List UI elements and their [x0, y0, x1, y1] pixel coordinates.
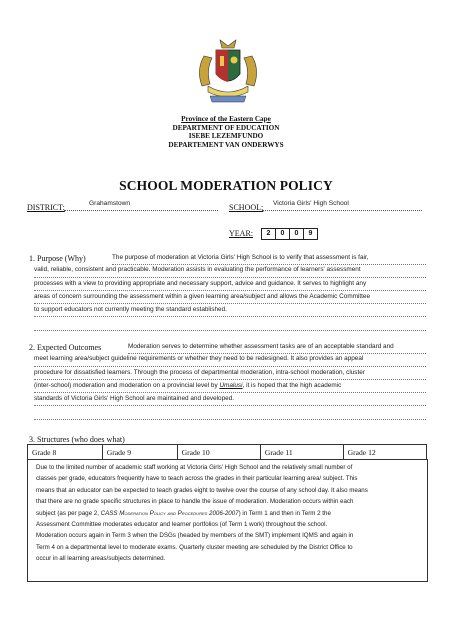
text-line: (inter-school) moderation and moderation on a provincial level by Umalusi, it is hoped that the high academic — [34, 380, 426, 393]
text-line: to support educators not currently meeting the standard established. — [34, 304, 426, 317]
text-line: classes per grade, educators frequently have to teach across the grades in their particular learning area/ subject. This — [36, 475, 358, 483]
year-digit: 9 — [308, 230, 313, 237]
school-label: SCHOOL: — [229, 203, 264, 212]
text-line — [34, 406, 426, 419]
text-line: Moderation serves to determine whether assessment tasks are of an acceptable standard and — [128, 341, 426, 354]
text-line — [34, 317, 426, 330]
cass-policy-title: CASS Moderation Policy and Procedures 2006-2007 — [100, 509, 239, 517]
department-name-xhosa: ISEBE LEZEMFUNDO — [188, 132, 264, 140]
text-line: processes with a view to providing appropriate and necessary support, advice and guidance. It serves to highlight any — [34, 278, 426, 291]
text-line: standards of Victoria Girls' High School are maintained and developed. — [34, 393, 426, 406]
purpose-heading: 1. Purpose (Why) — [29, 254, 86, 263]
school-value: Victoria Girls' High School — [273, 200, 349, 207]
text-line: Due to the limited number of academic staff working at Victoria Girls' High School and the relatively small number of — [36, 464, 353, 471]
district-value: Grahamstown — [89, 200, 131, 207]
province-name: Province of the Eastern Cape — [181, 115, 271, 123]
text-line: valid, reliable, consistent and practicable. Moderation assists in evaluating the performance of learners' assessment — [34, 264, 426, 277]
year-digit: 0 — [290, 229, 304, 239]
text-line: subject (as per page 2, CASS Moderation Policy and Procedures 2006-2007) in Term 1 and then in Term 2 the — [36, 509, 331, 517]
grade-cell: Grade 12 — [343, 445, 426, 460]
school-field — [262, 200, 422, 211]
grades-table — [27, 444, 427, 460]
department-name-afrikaans: DEPARTEMENT VAN ONDERWYS — [168, 140, 284, 149]
page-title: SCHOOL MODERATION POLICY — [119, 178, 333, 193]
text-line: The purpose of moderation at Victoria Girls' High School is to verify that assessment is fair, — [112, 252, 426, 265]
text-line: procedure for dissatisfied learners. Through the process of departmental moderation, intra-school moderation, cluster — [34, 367, 426, 380]
purpose-first-line — [112, 252, 426, 265]
grade-cell: Grade 8 — [28, 445, 103, 460]
year-label: YEAR: — [229, 229, 253, 238]
district-label: DISTRICT: — [27, 203, 65, 212]
text-line: means that an educator can be expected to teach grades eight to twelve over the course of any school day. It also means — [36, 486, 368, 494]
umalusi-term: Umalusi — [219, 381, 243, 389]
outcomes-body — [34, 353, 426, 419]
text-line: Moderation occurs again in Term 3 when the DSGs (headed by members of the SMT) implement IQMS and again in — [36, 532, 354, 540]
district-field — [64, 200, 218, 211]
grade-cell: Grade 9 — [102, 445, 177, 460]
text-line: occur in all learning areas/subjects determined. — [36, 555, 166, 563]
text-line: Term 4 on a departmental level to moderate exams. Quarterly cluster meeting are scheduled by the District Office to — [36, 543, 353, 551]
purpose-body — [34, 264, 426, 330]
department-name-english: DEPARTMENT OF EDUCATION — [172, 123, 280, 132]
grades-header-row — [28, 445, 427, 460]
text-line: Assessment Committee moderates educator and learner portfolios (of Term 1 work) throughout the school. — [36, 521, 328, 529]
text-line: areas of concern surrounding the assessment within a given learning area/subject and allows the Academic Committee — [34, 291, 426, 304]
outcomes-heading: 2. Expected Outcomes — [29, 343, 102, 352]
outcomes-first-line — [128, 341, 426, 354]
year-boxes — [261, 228, 318, 240]
structures-body — [28, 459, 427, 565]
text-line: that there are no grade specific structures in place to handle the issue of moderation. Moderation occurs within each — [36, 498, 354, 506]
structures-heading: 3. Structures (who does what) — [29, 435, 125, 444]
grade-cell: Grade 10 — [177, 445, 260, 460]
text-line: meet learning area/subject guideline requirements or whether they need to be redesigned. It also provides an appeal — [34, 353, 426, 366]
grade-cell: Grade 11 — [260, 445, 343, 460]
structures-text-box — [27, 459, 428, 582]
year-digit: 0 — [276, 229, 290, 239]
coat-of-arms — [190, 36, 266, 110]
year-digit: 2 — [262, 229, 276, 239]
